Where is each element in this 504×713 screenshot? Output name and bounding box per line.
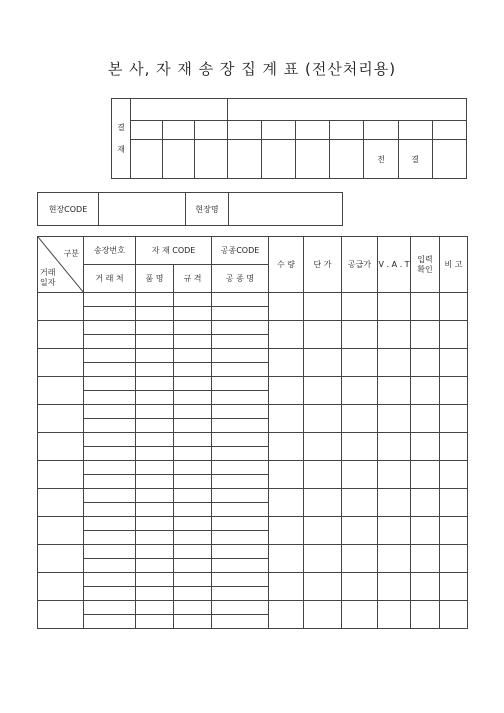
entry-cell[interactable]: [212, 475, 269, 489]
entry-cell[interactable]: [84, 405, 136, 419]
value-cell[interactable]: [269, 545, 304, 573]
entry-cell[interactable]: [212, 419, 269, 433]
value-cell[interactable]: [440, 321, 468, 349]
col-quantity: 수 량: [269, 237, 304, 293]
table-row: [38, 545, 468, 559]
value-cell[interactable]: [411, 405, 440, 433]
entry-cell[interactable]: [212, 559, 269, 573]
entry-cell[interactable]: [136, 531, 174, 545]
date-cell[interactable]: [38, 573, 84, 601]
entry-cell[interactable]: [136, 335, 174, 349]
entry-cell[interactable]: [212, 531, 269, 545]
site-code-label: 현장CODE: [38, 193, 99, 226]
value-cell[interactable]: [342, 433, 378, 461]
value-cell[interactable]: [440, 405, 468, 433]
entry-cell[interactable]: [174, 503, 212, 517]
value-cell[interactable]: [411, 321, 440, 349]
value-cell[interactable]: [378, 433, 411, 461]
entry-cell[interactable]: [136, 587, 174, 601]
entry-cell[interactable]: [84, 545, 136, 559]
col-supply-price: 공급가: [342, 237, 378, 293]
entry-cell[interactable]: [174, 517, 212, 531]
value-cell[interactable]: [440, 573, 468, 601]
date-cell[interactable]: [38, 321, 84, 349]
value-cell[interactable]: [342, 405, 378, 433]
table-row: [38, 573, 468, 587]
col-invoice-no: 송장번호: [84, 237, 136, 265]
value-cell[interactable]: [378, 489, 411, 517]
value-cell[interactable]: [304, 321, 342, 349]
table-row: [38, 433, 468, 447]
value-cell[interactable]: [411, 601, 440, 629]
approval-header-left: [131, 99, 228, 121]
entry-cell[interactable]: [212, 391, 269, 405]
value-cell[interactable]: [378, 321, 411, 349]
entry-cell[interactable]: [174, 391, 212, 405]
value-cell[interactable]: [269, 489, 304, 517]
entry-cell[interactable]: [174, 615, 212, 629]
value-cell[interactable]: [440, 545, 468, 573]
value-cell[interactable]: [342, 293, 378, 321]
entry-cell[interactable]: [174, 573, 212, 587]
entry-cell[interactable]: [174, 349, 212, 363]
value-cell[interactable]: [411, 517, 440, 545]
value-cell[interactable]: [378, 349, 411, 377]
entry-cell[interactable]: [212, 405, 269, 419]
entry-cell[interactable]: [174, 363, 212, 377]
entry-cell[interactable]: [84, 559, 136, 573]
gubun-diagonal-header: [38, 237, 84, 293]
table-row: [38, 601, 468, 615]
value-cell[interactable]: [304, 601, 342, 629]
value-cell[interactable]: [378, 601, 411, 629]
value-cell[interactable]: [411, 461, 440, 489]
value-cell[interactable]: [378, 517, 411, 545]
entry-cell[interactable]: [212, 349, 269, 363]
entry-cell[interactable]: [136, 545, 174, 559]
entry-cell[interactable]: [136, 307, 174, 321]
value-cell[interactable]: [269, 349, 304, 377]
entry-cell[interactable]: [136, 405, 174, 419]
value-cell[interactable]: [411, 489, 440, 517]
entry-cell[interactable]: [174, 475, 212, 489]
value-cell[interactable]: [440, 517, 468, 545]
date-cell[interactable]: [38, 377, 84, 405]
value-cell[interactable]: [440, 349, 468, 377]
value-cell[interactable]: [411, 545, 440, 573]
entry-cell[interactable]: [136, 433, 174, 447]
value-cell[interactable]: [269, 601, 304, 629]
entry-cell[interactable]: [84, 447, 136, 461]
entry-cell[interactable]: [136, 489, 174, 503]
entry-cell[interactable]: [84, 391, 136, 405]
entry-cell[interactable]: [174, 405, 212, 419]
entry-cell[interactable]: [212, 601, 269, 615]
value-cell[interactable]: [269, 573, 304, 601]
entry-cell[interactable]: [84, 475, 136, 489]
col-material-code: 자 재 CODE: [136, 237, 212, 265]
entry-cell[interactable]: [84, 321, 136, 335]
col-vat: V . A . T: [378, 237, 411, 293]
value-cell[interactable]: [269, 433, 304, 461]
table-row: [38, 405, 468, 419]
value-cell[interactable]: [342, 377, 378, 405]
col-item-name: 품 명: [136, 265, 174, 293]
entry-cell[interactable]: [212, 447, 269, 461]
entry-cell[interactable]: [136, 391, 174, 405]
col-unit-price: 단 가: [304, 237, 342, 293]
date-cell[interactable]: [38, 405, 84, 433]
entry-cell[interactable]: [84, 531, 136, 545]
value-cell[interactable]: [411, 349, 440, 377]
entry-cell[interactable]: [174, 433, 212, 447]
date-cell[interactable]: [38, 601, 84, 629]
date-cell[interactable]: [38, 517, 84, 545]
entry-cell[interactable]: [84, 377, 136, 391]
col-input-check: 입력 확인: [411, 237, 440, 293]
value-cell[interactable]: [304, 349, 342, 377]
entry-cell[interactable]: [136, 601, 174, 615]
entry-cell[interactable]: [84, 517, 136, 531]
entry-cell[interactable]: [84, 363, 136, 377]
date-cell[interactable]: [38, 349, 84, 377]
entry-cell[interactable]: [136, 293, 174, 307]
table-row: [38, 349, 468, 363]
entry-cell[interactable]: [212, 545, 269, 559]
entry-cell[interactable]: [212, 517, 269, 531]
site-code-field[interactable]: [99, 193, 186, 226]
entry-cell[interactable]: [84, 489, 136, 503]
entry-cell[interactable]: [136, 447, 174, 461]
entry-cell[interactable]: [174, 377, 212, 391]
entry-cell[interactable]: [212, 293, 269, 307]
date-cell[interactable]: [38, 489, 84, 517]
page-title: 본 사, 자 재 송 장 집 계 표 (전산처리용): [107, 60, 397, 78]
value-cell[interactable]: [304, 573, 342, 601]
entry-cell[interactable]: [136, 503, 174, 517]
entry-cell[interactable]: [174, 419, 212, 433]
entry-cell[interactable]: [174, 587, 212, 601]
value-cell[interactable]: [378, 377, 411, 405]
invoice-summary-table: [37, 236, 468, 629]
site-info-box: [37, 192, 343, 226]
entry-cell[interactable]: [84, 419, 136, 433]
gyeol-cell: 결: [398, 140, 432, 179]
entry-cell[interactable]: [212, 377, 269, 391]
value-cell[interactable]: [342, 573, 378, 601]
value-cell[interactable]: [440, 377, 468, 405]
date-cell[interactable]: [38, 545, 84, 573]
value-cell[interactable]: [378, 545, 411, 573]
entry-cell[interactable]: [212, 587, 269, 601]
date-cell[interactable]: [38, 461, 84, 489]
approval-grid: [111, 98, 467, 179]
col-work-code: 공종CODE: [212, 237, 269, 265]
entry-cell[interactable]: [212, 363, 269, 377]
entry-cell[interactable]: [84, 601, 136, 615]
value-cell[interactable]: [304, 517, 342, 545]
jeon-cell: 전: [364, 140, 398, 179]
entry-cell[interactable]: [84, 461, 136, 475]
entry-cell[interactable]: [212, 573, 269, 587]
value-cell[interactable]: [342, 545, 378, 573]
value-cell[interactable]: [440, 461, 468, 489]
value-cell[interactable]: [440, 433, 468, 461]
value-cell[interactable]: [411, 293, 440, 321]
value-cell[interactable]: [378, 293, 411, 321]
entry-cell[interactable]: [174, 307, 212, 321]
value-cell[interactable]: [342, 321, 378, 349]
entry-cell[interactable]: [174, 489, 212, 503]
value-cell[interactable]: [411, 433, 440, 461]
entry-cell[interactable]: [136, 461, 174, 475]
entry-cell[interactable]: [212, 461, 269, 475]
entry-cell[interactable]: [174, 545, 212, 559]
approval-header-right: [227, 99, 466, 121]
entry-cell[interactable]: [84, 335, 136, 349]
date-cell[interactable]: [38, 433, 84, 461]
entry-cell[interactable]: [212, 615, 269, 629]
entry-cell[interactable]: [84, 615, 136, 629]
value-cell[interactable]: [304, 433, 342, 461]
col-work-name: 공 종 명: [212, 265, 269, 293]
gubun-label: 구분: [63, 249, 79, 258]
entry-cell[interactable]: [174, 559, 212, 573]
table-row: [38, 461, 468, 475]
value-cell[interactable]: [411, 377, 440, 405]
entry-cell[interactable]: [84, 433, 136, 447]
entry-cell[interactable]: [84, 349, 136, 363]
entry-cell[interactable]: [174, 293, 212, 307]
value-cell[interactable]: [269, 377, 304, 405]
value-cell[interactable]: [378, 461, 411, 489]
entry-cell[interactable]: [136, 321, 174, 335]
value-cell[interactable]: [304, 293, 342, 321]
value-cell[interactable]: [342, 517, 378, 545]
entry-cell[interactable]: [212, 489, 269, 503]
entry-cell[interactable]: [136, 349, 174, 363]
entry-cell[interactable]: [136, 475, 174, 489]
entry-cell[interactable]: [84, 573, 136, 587]
entry-cell[interactable]: [84, 587, 136, 601]
entry-cell[interactable]: [136, 377, 174, 391]
entry-cell[interactable]: [174, 321, 212, 335]
value-cell[interactable]: [440, 601, 468, 629]
entry-cell[interactable]: [174, 461, 212, 475]
entry-cell[interactable]: [84, 307, 136, 321]
date-label: 거래 일자: [40, 268, 56, 287]
value-cell[interactable]: [342, 489, 378, 517]
date-cell[interactable]: [38, 293, 84, 321]
table-row: [38, 377, 468, 391]
table-row: [38, 293, 468, 307]
entry-cell[interactable]: [174, 531, 212, 545]
site-name-label: 현장명: [186, 193, 229, 226]
value-cell[interactable]: [342, 349, 378, 377]
value-cell[interactable]: [378, 573, 411, 601]
col-remarks: 비 고: [440, 237, 468, 293]
value-cell[interactable]: [269, 293, 304, 321]
entry-cell[interactable]: [136, 573, 174, 587]
value-cell[interactable]: [411, 573, 440, 601]
entry-cell[interactable]: [136, 363, 174, 377]
site-name-field[interactable]: [229, 193, 343, 226]
entry-cell[interactable]: [84, 503, 136, 517]
value-cell[interactable]: [269, 321, 304, 349]
value-cell[interactable]: [378, 405, 411, 433]
value-cell[interactable]: [304, 489, 342, 517]
entry-cell[interactable]: [174, 601, 212, 615]
entry-cell[interactable]: [84, 293, 136, 307]
value-cell[interactable]: [304, 405, 342, 433]
entry-cell[interactable]: [174, 335, 212, 349]
value-cell[interactable]: [269, 405, 304, 433]
table-row: [38, 489, 468, 503]
col-vendor: 거 래 처: [84, 265, 136, 293]
value-cell[interactable]: [440, 293, 468, 321]
col-spec: 규 격: [174, 265, 212, 293]
entry-cell[interactable]: [212, 321, 269, 335]
table-row: [38, 321, 468, 335]
entry-cell[interactable]: [212, 433, 269, 447]
entry-cell[interactable]: [174, 447, 212, 461]
value-cell[interactable]: [269, 461, 304, 489]
entry-cell[interactable]: [136, 517, 174, 531]
entry-cell[interactable]: [136, 615, 174, 629]
entry-cell[interactable]: [136, 559, 174, 573]
value-cell[interactable]: [269, 517, 304, 545]
value-cell[interactable]: [342, 601, 378, 629]
value-cell[interactable]: [304, 461, 342, 489]
approval-label: 결 재: [112, 99, 131, 179]
value-cell[interactable]: [342, 461, 378, 489]
entry-cell[interactable]: [212, 335, 269, 349]
table-row: [38, 517, 468, 531]
entry-cell[interactable]: [212, 503, 269, 517]
value-cell[interactable]: [304, 377, 342, 405]
entry-cell[interactable]: [212, 307, 269, 321]
entry-cell[interactable]: [136, 419, 174, 433]
value-cell[interactable]: [440, 489, 468, 517]
value-cell[interactable]: [304, 545, 342, 573]
